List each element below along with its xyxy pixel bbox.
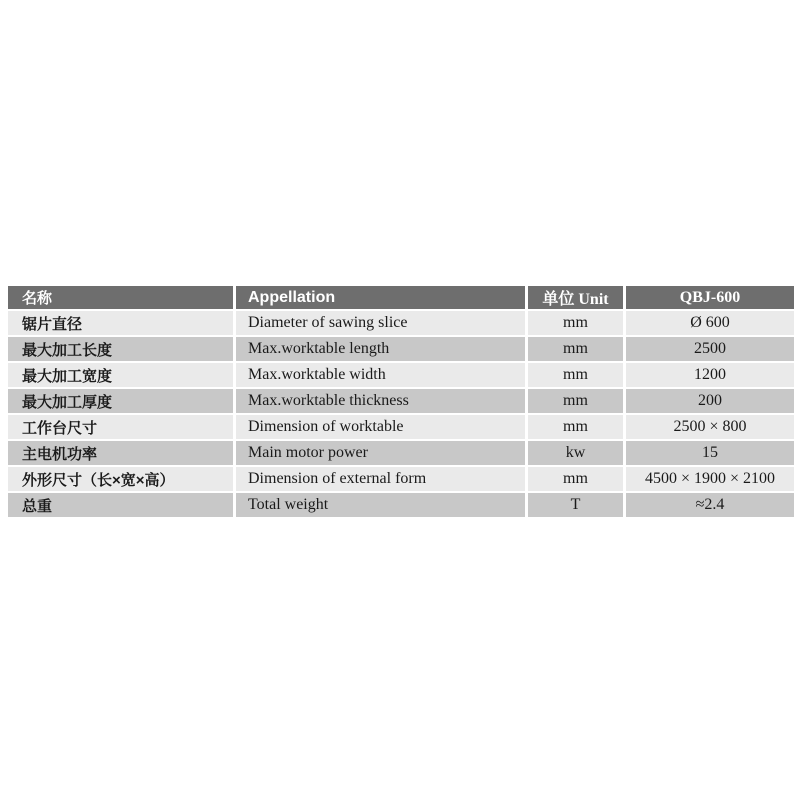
table-row [8,389,794,415]
spec-table-grid [8,286,794,519]
cell-unit: T [528,493,626,519]
cell-value: 4500 × 1900 × 2100 [626,467,794,493]
cell-value: 1200 [626,363,794,389]
cell-appellation: Max.worktable length [236,337,528,363]
table-row [8,415,794,441]
header-appellation: Appellation [236,286,528,311]
cell-value: ≈2.4 [626,493,794,519]
cell-appellation: Diameter of sawing slice [236,311,528,337]
cell-value: 200 [626,389,794,415]
table-row [8,337,794,363]
cell-unit: mm [528,337,626,363]
cell-appellation: Dimension of external form [236,467,528,493]
cell-name: 总重 [8,493,236,519]
cell-name: 最大加工长度 [8,337,236,363]
cell-unit: mm [528,389,626,415]
cell-name: 最大加工宽度 [8,363,236,389]
table-row [8,467,794,493]
cell-value: Ø 600 [626,311,794,337]
cell-value: 2500 × 800 [626,415,794,441]
cell-unit: mm [528,363,626,389]
cell-name: 最大加工厚度 [8,389,236,415]
cell-unit: kw [528,441,626,467]
cell-appellation: Main motor power [236,441,528,467]
table-row [8,493,794,519]
cell-name: 工作台尺寸 [8,415,236,441]
cell-name: 外形尺寸（长×宽×高） [8,467,236,493]
header-model: QBJ-600 [626,286,794,311]
cell-unit: mm [528,311,626,337]
spec-table [8,286,794,519]
cell-unit: mm [528,467,626,493]
cell-value: 2500 [626,337,794,363]
table-row [8,363,794,389]
table-row [8,441,794,467]
header-unit: 单位 Unit [528,286,626,311]
table-header-row [8,286,794,311]
cell-appellation: Dimension of worktable [236,415,528,441]
cell-appellation: Max.worktable thickness [236,389,528,415]
cell-appellation: Total weight [236,493,528,519]
header-name: 名称 [8,286,236,311]
cell-value: 15 [626,441,794,467]
cell-name: 主电机功率 [8,441,236,467]
cell-name: 锯片直径 [8,311,236,337]
table-row [8,311,794,337]
cell-unit: mm [528,415,626,441]
cell-appellation: Max.worktable width [236,363,528,389]
